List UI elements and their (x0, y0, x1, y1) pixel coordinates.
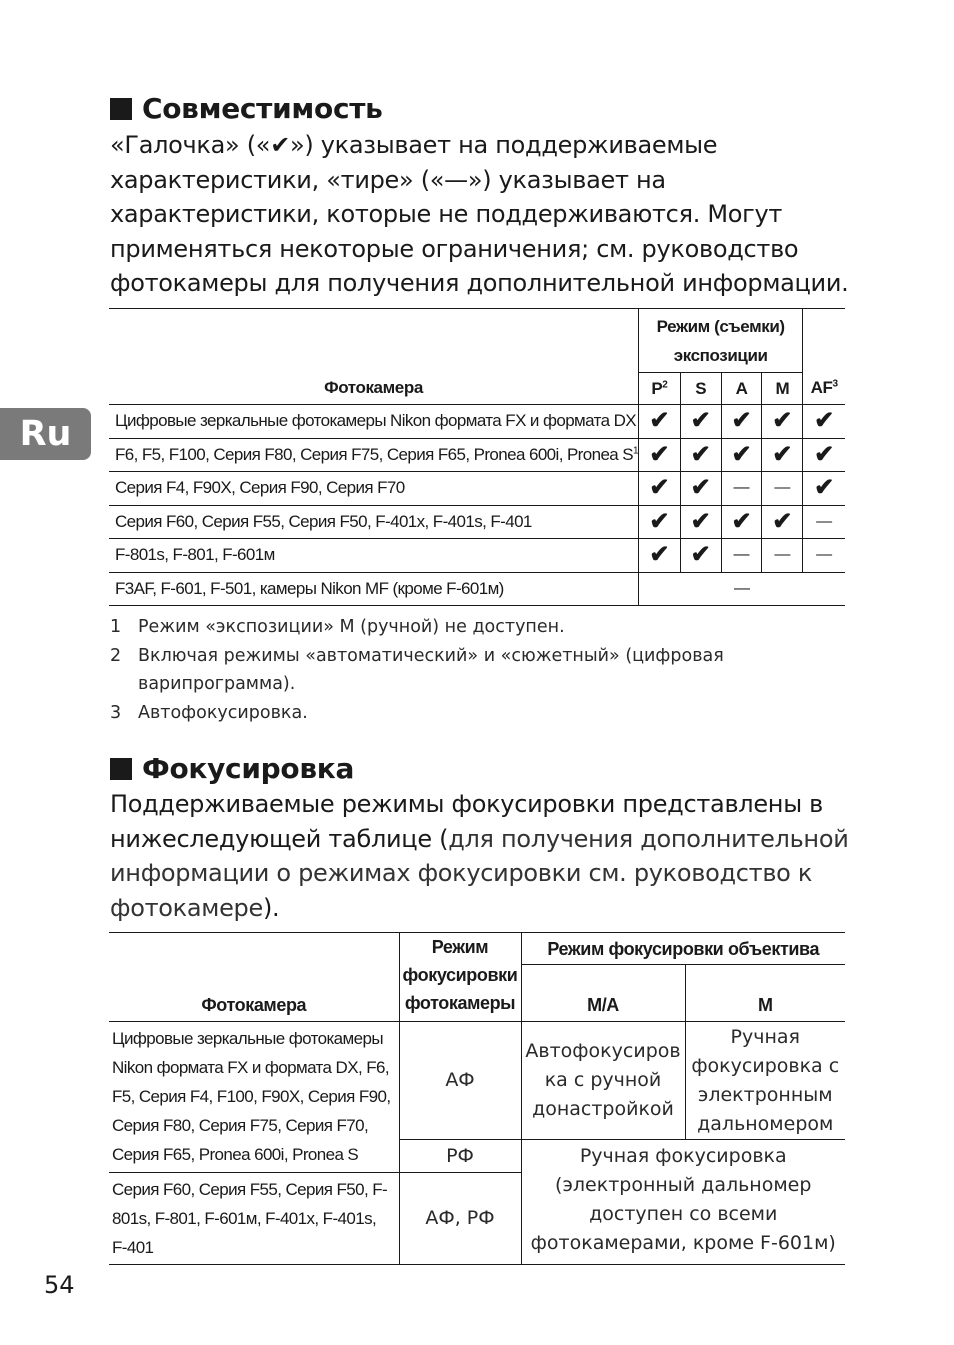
mark-s: ✔ (680, 505, 721, 539)
page-number: 54 (44, 1271, 75, 1299)
section-heading-compatibility (110, 92, 383, 125)
mark-af: ✔ (803, 405, 845, 439)
header-camera-focus-mode: Режим фокусировки фотокамеры (399, 933, 521, 1022)
camera-name: F6, F5, F100, Серия F80, Серия F75, Серия F65, Pronea 600i, Pronea S (115, 444, 634, 464)
mark-p: ✔ (639, 472, 681, 506)
header-ma: M/A (521, 965, 685, 1022)
mark-none: — (639, 572, 846, 606)
header-af (803, 309, 845, 405)
header-s: S (680, 373, 721, 405)
mark-af: — (803, 505, 845, 539)
header-p (639, 373, 681, 405)
mark-p: ✔ (639, 405, 681, 439)
mark-s: ✔ (680, 438, 721, 472)
footnote-number: 2 (110, 645, 122, 666)
camera-name: F-801s, F-801, F-601м (115, 545, 275, 565)
table-row (109, 438, 845, 472)
mark-m: ✔ (762, 405, 803, 439)
camera-focus-mode: РФ (399, 1140, 521, 1173)
table-row (109, 405, 845, 439)
header-af-sup: 3 (832, 378, 838, 390)
mark-a: ✔ (721, 505, 762, 539)
camera-focus-mode: АФ (399, 1022, 521, 1140)
header-af-label: AF (810, 378, 833, 397)
footnote-ref: 1 (633, 445, 638, 457)
mark-s: ✔ (680, 405, 721, 439)
footnote-number: 1 (110, 617, 122, 637)
camera-name: Цифровые зеркальные фотокамеры Nikon формата FX и формата DX (115, 411, 636, 431)
footnotes (110, 613, 830, 727)
footnote-text: Автофокусировка. (138, 702, 308, 723)
paragraph-main: Поддерживаемые режимы фокусировки представлены в нижеследующей таблице ( (110, 790, 824, 853)
table-row (109, 505, 845, 539)
camera-cell (109, 539, 639, 573)
mark-a: ✔ (721, 405, 762, 439)
footnote-text: Включая режимы «автоматический» и «сюжетный» (цифровая варипрограмма). (138, 645, 724, 694)
mark-m: — (762, 472, 803, 506)
mark-p: ✔ (639, 438, 681, 472)
mark-m: ✔ (762, 505, 803, 539)
footnote-number: 3 (110, 702, 122, 723)
footnote-text: Режим «экспозиции» M (ручной) не доступен. (138, 617, 565, 637)
header-a: A (721, 373, 762, 405)
table-row (109, 472, 845, 506)
camera-name: Серия F60, Серия F55, Серия F50, F-401x, F-401s, F-401 (115, 511, 532, 531)
mark-p: ✔ (639, 539, 681, 573)
mark-af: ✔ (803, 472, 845, 506)
mark-af: — (803, 539, 845, 573)
camera-cell (109, 405, 639, 439)
mark-m: ✔ (762, 438, 803, 472)
paragraph-aside: для получения дополнительной информации о режимах фокусировки см. руководство к фотокамере (110, 824, 849, 922)
language-tab: Ru (0, 408, 91, 460)
mark-s: ✔ (680, 539, 721, 573)
compatibility-paragraph: «Галочка» («✔») указывает на поддерживаемые характеристики, «тире» («—») указывает на характеристики, которые не поддерживаются. Могут применяться некоторые ограничения; см. руководство фотокамеры для получения дополнительной информации. (110, 131, 849, 298)
paragraph-close: ). (262, 893, 280, 922)
camera-cell (109, 572, 639, 606)
header-lens-focus-mode: Режим фокусировки объектива (521, 933, 845, 965)
square-bullet-icon (110, 758, 132, 780)
section-title: Фокусировка (142, 752, 355, 785)
mark-a: — (721, 539, 762, 573)
mark-af: ✔ (803, 438, 845, 472)
header-camera: Фотокамера (109, 933, 399, 1022)
mark-m: — (762, 539, 803, 573)
camera-name: F3AF, F-601, F-501, камеры Nikon MF (кроме F-601м) (115, 578, 504, 598)
manual-focus-note: Ручная фокусировка (электронный дальномер доступен со всеми фотокамерами, кроме F-601м) (521, 1140, 845, 1265)
mark-s: ✔ (680, 472, 721, 506)
camera-name: Серия F4, F90X, Серия F90, Серия F70 (115, 478, 405, 498)
lens-m-value: Ручная фокусировка с электронным дальномером (685, 1022, 845, 1140)
camera-cell (109, 505, 639, 539)
header-camera: Фотокамера (109, 309, 639, 405)
section-heading-focusing (110, 752, 354, 785)
footnote (110, 699, 830, 728)
camera-cell: Цифровые зеркальные фотокамеры Nikon формата FX и формата DX, F6, F5, Серия F4, F100, F90X, Серия F90, Серия F80, Серия F75, Серия F70, Серия F65, Pronea 600i, Pronea S (109, 1022, 399, 1173)
footnote (110, 613, 830, 642)
focusing-paragraph (110, 787, 850, 925)
header-exposure-mode: Режим (съемки) экспозиции (639, 309, 803, 373)
table-row (109, 539, 845, 573)
footnote (110, 642, 830, 699)
header-m: M (762, 373, 803, 405)
lens-ma-value: Автофокусиров ка с ручной донастройкой (521, 1022, 685, 1140)
header-p-sup: 2 (662, 378, 668, 390)
mark-a: — (721, 472, 762, 506)
mark-p: ✔ (639, 505, 681, 539)
square-bullet-icon (110, 98, 132, 120)
section-title: Совместимость (142, 92, 383, 125)
camera-cell: Серия F60, Серия F55, Серия F50, F-801s, F-801, F-601м, F-401x, F-401s, F-401 (109, 1173, 399, 1265)
mark-a: ✔ (721, 438, 762, 472)
camera-cell (109, 472, 639, 506)
camera-focus-mode: АФ, РФ (399, 1173, 521, 1265)
header-m: M (685, 965, 845, 1022)
table-row (109, 572, 845, 606)
camera-cell (109, 438, 639, 472)
focus-table (109, 932, 845, 1265)
compatibility-table (109, 308, 845, 606)
header-p-label: P (651, 378, 663, 398)
table-row (109, 1022, 845, 1140)
